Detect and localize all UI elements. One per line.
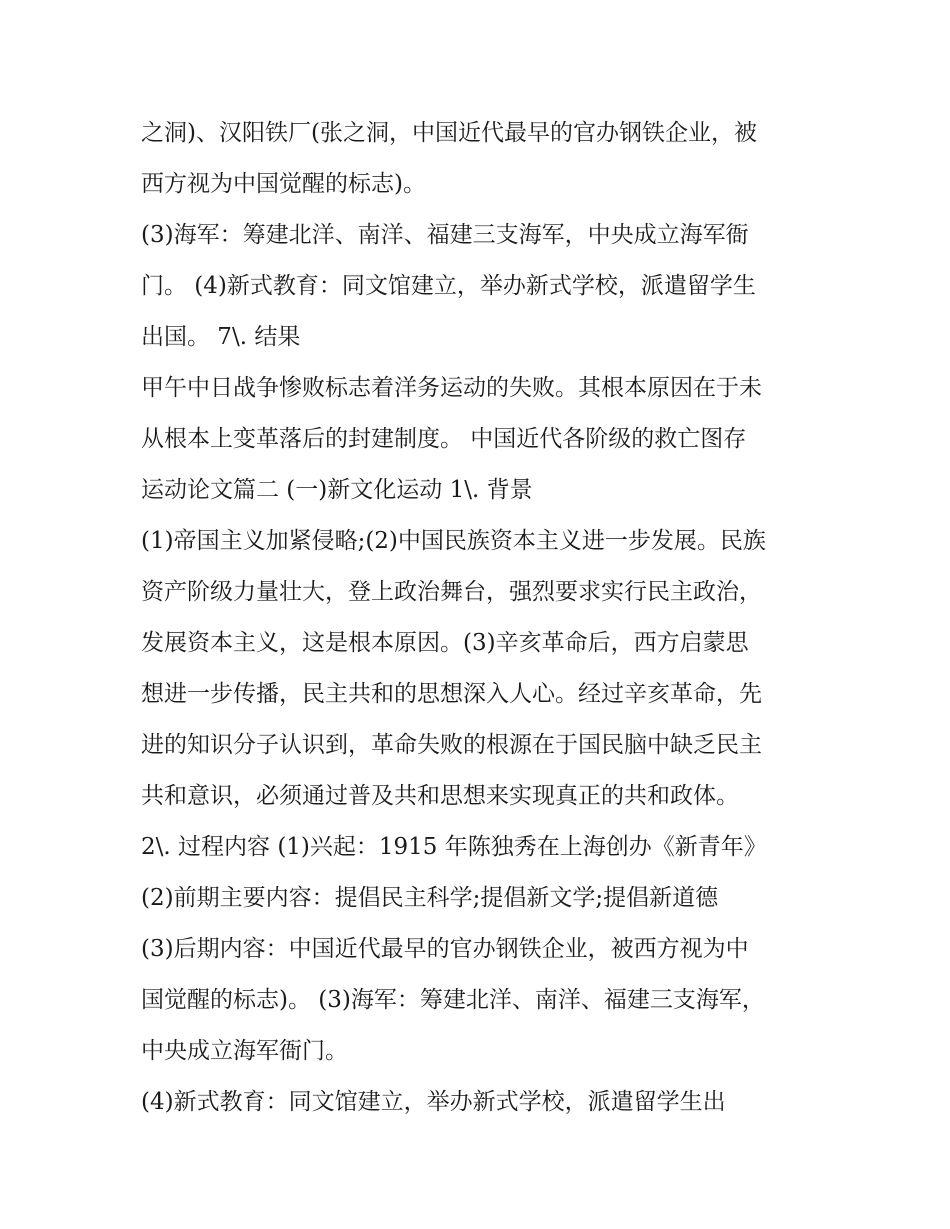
- text-line: 发展资本主义，这是根本原因。(3)辛亥革命后，西方启蒙思: [141, 630, 749, 656]
- text-line: 门。 (4)新式教育：同文馆建立，举办新式学校，派遣留学生: [141, 273, 756, 299]
- text-line: (2)前期主要内容：提倡民主科学;提倡新文学;提倡新道德: [141, 885, 719, 911]
- text-line: 中央成立海军衙门。: [141, 1038, 348, 1064]
- text-line: 从根本上变革落后的封建制度。 中国近代各阶级的救亡图存: [141, 426, 747, 452]
- text-line: (3)海军：筹建北洋、南洋、福建三支海军，中央成立海军衙: [141, 222, 749, 248]
- text-line: (1)帝国主义加紧侵略;(2)中国民族资本主义进一步发展。民族: [141, 528, 766, 554]
- text-line: 进的知识分子认识到，革命失败的根源在于国民脑中缺乏民主: [141, 732, 762, 758]
- text-line: 国觉醒的标志)。 (3)海军：筹建北洋、南洋、福建三支海军，: [141, 987, 765, 1013]
- text-line: (4)新式教育：同文馆建立，举办新式学校，派遣留学生出: [141, 1089, 726, 1115]
- text-line: 2\. 过程内容 (1)兴起：1915 年陈独秀在上海创办《新青年》: [141, 834, 767, 860]
- text-line: 之洞)、汉阳铁厂(张之洞，中国近代最早的官办钢铁企业，被: [141, 120, 757, 146]
- text-line: 出国。 7\. 结果: [141, 324, 301, 350]
- text-line: 运动论文篇二 (一)新文化运动 1\. 背景: [141, 477, 533, 503]
- text-line: 共和意识，必须通过普及共和思想来实现真正的共和政体。: [141, 783, 739, 809]
- document-body: [141, 108, 841, 1128]
- text-line: 想进一步传播，民主共和的思想深入人心。经过辛亥革命，先: [141, 681, 762, 707]
- text-line: 西方视为中国觉醒的标志)。: [141, 171, 426, 197]
- text-line: 甲午中日战争惨败标志着洋务运动的失败。其根本原因在于未: [141, 375, 762, 401]
- text-line: 资产阶级力量壮大，登上政治舞台，强烈要求实行民主政治，: [141, 579, 762, 605]
- text-line: (3)后期内容：中国近代最早的官办钢铁企业，被西方视为中: [141, 936, 749, 962]
